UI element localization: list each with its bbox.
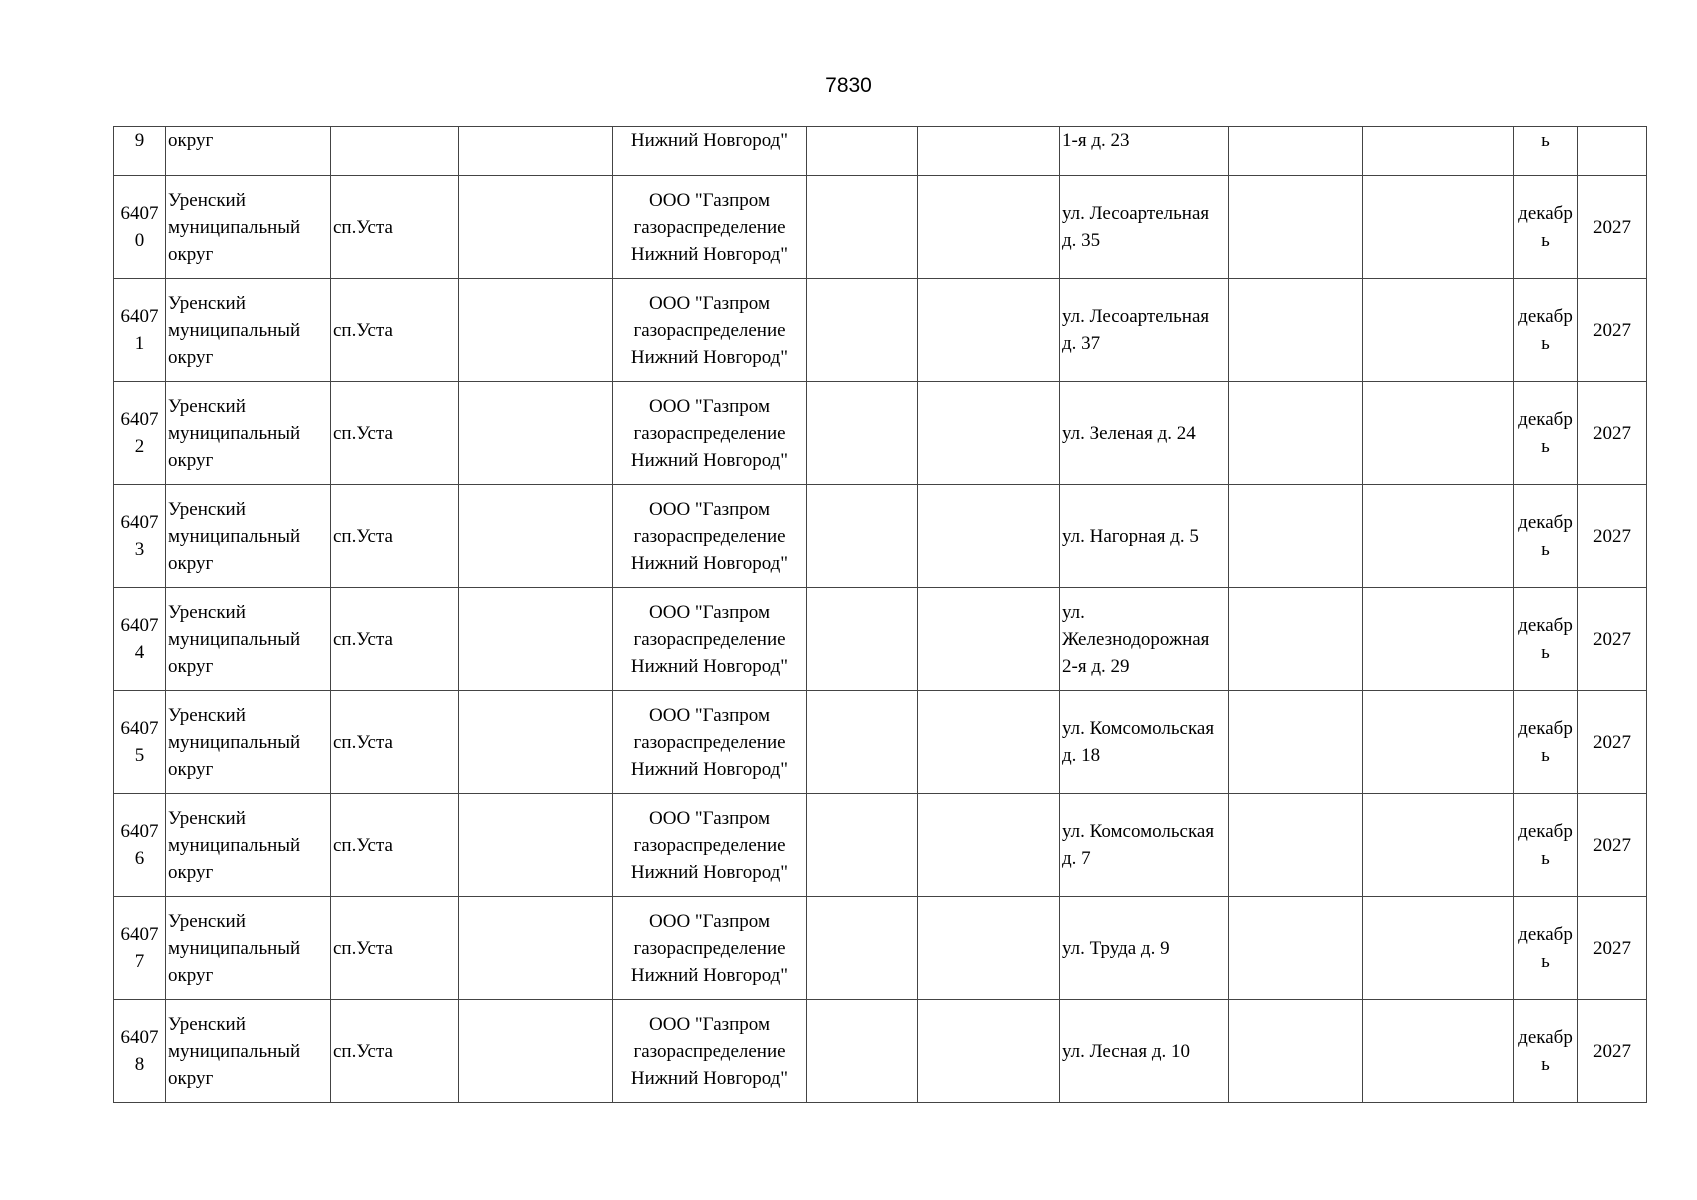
month-line-2: ь — [1541, 951, 1550, 972]
cell-month — [1514, 279, 1578, 382]
district-line-2: муниципальный — [168, 731, 301, 753]
district-line-3: округ — [168, 655, 214, 677]
org-line-3: Нижний Новгород" — [630, 964, 789, 986]
month-line-2: ь — [1541, 230, 1550, 251]
cell-empty — [459, 794, 613, 897]
address-line-3: 2-я д. 29 — [1062, 655, 1130, 677]
org-line-2: газораспределение — [633, 216, 786, 238]
cell-month: ь — [1514, 127, 1578, 176]
cell-empty — [918, 588, 1060, 691]
cell-settlement — [331, 127, 459, 176]
cell-empty — [1363, 279, 1514, 382]
cell-settlement: сп.Уста — [331, 1000, 459, 1103]
cell-year: 2027 — [1578, 691, 1647, 794]
cell-organization — [613, 279, 807, 382]
cell-empty — [1363, 794, 1514, 897]
cell-address — [1060, 691, 1229, 794]
cell-address — [1060, 382, 1229, 485]
org-line-1: ООО "Газпром — [649, 189, 770, 211]
cell-settlement: сп.Уста — [331, 897, 459, 1000]
address-line-2: Железнодорожная — [1062, 628, 1210, 650]
cell-empty — [459, 1000, 613, 1103]
cell-settlement: сп.Уста — [331, 485, 459, 588]
number-part-1: 6407 — [120, 718, 159, 739]
cell-month — [1514, 897, 1578, 1000]
cell-month — [1514, 588, 1578, 691]
district-line-2: муниципальный — [168, 525, 301, 547]
cell-year: 2027 — [1578, 897, 1647, 1000]
org-line-1: ООО "Газпром — [649, 498, 770, 520]
district-line-1: Уренский — [168, 704, 246, 726]
cell-district — [166, 897, 331, 1000]
cell-empty — [807, 897, 918, 1000]
cell-empty — [459, 127, 613, 176]
cell-year: 2027 — [1578, 588, 1647, 691]
district-line-1: Уренский — [168, 292, 246, 314]
cell-district — [166, 279, 331, 382]
cell-district — [166, 691, 331, 794]
month-line-2: ь — [1541, 1054, 1550, 1075]
month-line-2: ь — [1541, 745, 1550, 766]
org-line-3: Нижний Новгород" — [630, 243, 789, 265]
cell-empty — [807, 127, 918, 176]
org-line-2: газораспределение — [633, 319, 786, 341]
district-line-1: Уренский — [168, 910, 246, 932]
district-line-3: округ — [168, 243, 214, 265]
org-line-1: ООО "Газпром — [649, 1013, 770, 1035]
cell-empty — [459, 382, 613, 485]
number-part-1: 6407 — [120, 1027, 159, 1048]
address-line-1: ул. Лесная д. 10 — [1062, 1040, 1190, 1062]
month-line-1: декабр — [1518, 615, 1573, 636]
cell-district — [166, 794, 331, 897]
district-line-2: муниципальный — [168, 422, 301, 444]
number-part-1: 6407 — [120, 512, 159, 533]
org-line-1: ООО "Газпром — [649, 910, 770, 932]
cell-address: 1-я д. 23 — [1060, 127, 1229, 176]
cell-district — [166, 382, 331, 485]
org-line-3: Нижний Новгород" — [630, 758, 789, 780]
month-line-2: ь — [1541, 436, 1550, 457]
cell-empty — [1363, 127, 1514, 176]
cell-empty — [459, 485, 613, 588]
number-part-2: 3 — [134, 539, 145, 560]
table-row — [114, 176, 1647, 279]
cell-number — [114, 1000, 166, 1103]
cell-empty — [1229, 176, 1363, 279]
number-part-1: 6407 — [120, 615, 159, 636]
district-line-3: округ — [168, 552, 214, 574]
cell-address — [1060, 897, 1229, 1000]
org-line-2: газораспределение — [633, 937, 786, 959]
cell-empty — [807, 279, 918, 382]
address-line-1: ул. Труда д. 9 — [1062, 937, 1170, 959]
number-part-2: 0 — [134, 230, 145, 251]
cell-address — [1060, 485, 1229, 588]
cell-empty — [807, 691, 918, 794]
cell-empty — [1229, 897, 1363, 1000]
org-line-2: газораспределение — [633, 731, 786, 753]
org-line-2: газораспределение — [633, 834, 786, 856]
cell-month — [1514, 382, 1578, 485]
cell-address — [1060, 588, 1229, 691]
cell-number — [114, 691, 166, 794]
cell-month — [1514, 485, 1578, 588]
month-line-1: декабр — [1518, 924, 1573, 945]
cell-empty — [807, 794, 918, 897]
org-line-2: газораспределение — [633, 628, 786, 650]
address-line-1: ул. Нагорная д. 5 — [1062, 525, 1199, 547]
district-line-2: муниципальный — [168, 1040, 301, 1062]
table-row — [114, 485, 1647, 588]
cell-number — [114, 382, 166, 485]
cell-empty — [1363, 382, 1514, 485]
org-line-3: Нижний Новгород" — [630, 1067, 789, 1089]
cell-settlement: сп.Уста — [331, 588, 459, 691]
cell-address — [1060, 176, 1229, 279]
cell-settlement: сп.Уста — [331, 691, 459, 794]
org-line-1: ООО "Газпром — [649, 807, 770, 829]
cell-empty — [918, 794, 1060, 897]
cell-address — [1060, 279, 1229, 382]
cell-organization — [613, 382, 807, 485]
cell-settlement: сп.Уста — [331, 176, 459, 279]
cell-empty — [1363, 176, 1514, 279]
cell-number — [114, 588, 166, 691]
district-line-1: Уренский — [168, 395, 246, 417]
district-line-3: округ — [168, 1067, 214, 1089]
month-line-2: ь — [1541, 539, 1550, 560]
number-part-1: 6407 — [120, 821, 159, 842]
cell-empty — [459, 691, 613, 794]
cell-number — [114, 485, 166, 588]
cell-empty — [1229, 485, 1363, 588]
number-part-1: 6407 — [120, 203, 159, 224]
cell-empty — [918, 1000, 1060, 1103]
month-line-1: декабр — [1518, 1027, 1573, 1048]
cell-year: 2027 — [1578, 176, 1647, 279]
cell-address — [1060, 794, 1229, 897]
district-line-1: Уренский — [168, 601, 246, 623]
cell-empty — [1229, 691, 1363, 794]
number-part-2: 5 — [134, 745, 145, 766]
month-line-1: декабр — [1518, 203, 1573, 224]
org-line-3: Нижний Новгород" — [630, 861, 789, 883]
month-line-1: декабр — [1518, 718, 1573, 739]
table-row — [114, 691, 1647, 794]
cell-organization — [613, 485, 807, 588]
org-line-3: Нижний Новгород" — [630, 449, 789, 471]
district-line-1: Уренский — [168, 498, 246, 520]
address-line-1: ул. Лесоартельная — [1062, 203, 1210, 224]
cell-empty — [918, 485, 1060, 588]
cell-month — [1514, 1000, 1578, 1103]
address-line-2: д. 37 — [1062, 333, 1101, 354]
cell-settlement: сп.Уста — [331, 279, 459, 382]
cell-empty — [1363, 1000, 1514, 1103]
cell-year: 2027 — [1578, 382, 1647, 485]
month-line-1: декабр — [1518, 512, 1573, 533]
cell-empty — [1363, 485, 1514, 588]
table-row-continued — [114, 127, 1647, 176]
table-row — [114, 382, 1647, 485]
number-part-2: 6 — [134, 848, 145, 869]
cell-district — [166, 485, 331, 588]
cell-organization: Нижний Новгород" — [613, 127, 807, 176]
district-line-2: муниципальный — [168, 628, 301, 650]
org-line-2: газораспределение — [633, 1040, 786, 1062]
number-part-1: 6407 — [120, 409, 159, 430]
cell-empty — [807, 588, 918, 691]
address-line-1: ул. — [1062, 601, 1085, 623]
cell-empty — [1229, 588, 1363, 691]
district-line-2: муниципальный — [168, 834, 301, 856]
cell-empty — [459, 279, 613, 382]
cell-month — [1514, 794, 1578, 897]
cell-empty — [918, 691, 1060, 794]
district-line-2: муниципальный — [168, 216, 301, 238]
cell-empty — [1229, 1000, 1363, 1103]
district-line-1: Уренский — [168, 807, 246, 829]
cell-district: округ — [166, 127, 331, 176]
cell-year: 2027 — [1578, 279, 1647, 382]
month-line-2: ь — [1541, 333, 1550, 354]
cell-empty — [807, 176, 918, 279]
cell-empty — [459, 897, 613, 1000]
cell-empty — [1229, 279, 1363, 382]
org-line-3: Нижний Новгород" — [630, 552, 789, 574]
table-row — [114, 1000, 1647, 1103]
org-line-3: Нижний Новгород" — [630, 655, 789, 677]
district-line-1: Уренский — [168, 189, 246, 211]
cell-empty — [918, 127, 1060, 176]
cell-number: 9 — [114, 127, 166, 176]
month-line-2: ь — [1541, 642, 1550, 663]
cell-empty — [807, 485, 918, 588]
cell-empty — [459, 176, 613, 279]
cell-empty — [918, 176, 1060, 279]
month-line-1: декабр — [1518, 409, 1573, 430]
cell-month — [1514, 176, 1578, 279]
cell-month — [1514, 691, 1578, 794]
cell-organization — [613, 691, 807, 794]
table-row — [114, 794, 1647, 897]
month-line-1: декабр — [1518, 306, 1573, 327]
cell-district — [166, 1000, 331, 1103]
cell-organization — [613, 794, 807, 897]
number-part-2: 2 — [134, 436, 145, 457]
address-line-2: д. 7 — [1062, 848, 1091, 869]
cell-settlement: сп.Уста — [331, 382, 459, 485]
org-line-1: ООО "Газпром — [649, 292, 770, 314]
org-line-1: ООО "Газпром — [649, 601, 770, 623]
org-line-2: газораспределение — [633, 525, 786, 547]
org-line-3: Нижний Новгород" — [630, 346, 789, 368]
district-line-2: муниципальный — [168, 319, 301, 341]
page-number: 7830 — [825, 74, 872, 97]
cell-empty — [1229, 794, 1363, 897]
district-line-3: округ — [168, 758, 214, 780]
address-line-1: ул. Комсомольская — [1062, 718, 1215, 739]
cell-organization — [613, 1000, 807, 1103]
cell-district — [166, 176, 331, 279]
cell-empty — [918, 382, 1060, 485]
district-line-3: округ — [168, 861, 214, 883]
cell-year: 2027 — [1578, 485, 1647, 588]
address-line-2: д. 35 — [1062, 230, 1101, 251]
cell-settlement: сп.Уста — [331, 794, 459, 897]
number-part-2: 7 — [134, 951, 145, 972]
cell-number — [114, 794, 166, 897]
cell-organization — [613, 588, 807, 691]
cell-year: 2027 — [1578, 794, 1647, 897]
table-row — [114, 279, 1647, 382]
org-line-1: ООО "Газпром — [649, 395, 770, 417]
address-line-1: ул. Комсомольская — [1062, 821, 1215, 842]
cell-empty — [1363, 897, 1514, 1000]
district-line-1: Уренский — [168, 1013, 246, 1035]
district-line-3: округ — [168, 449, 214, 471]
cell-empty — [459, 588, 613, 691]
cell-organization — [613, 897, 807, 1000]
org-line-2: газораспределение — [633, 422, 786, 444]
number-part-2: 4 — [134, 642, 145, 663]
number-part-2: 8 — [134, 1054, 145, 1075]
cell-number — [114, 279, 166, 382]
cell-empty — [1229, 382, 1363, 485]
cell-number — [114, 897, 166, 1000]
number-part-1: 6407 — [120, 306, 159, 327]
cell-number — [114, 176, 166, 279]
district-line-3: округ — [168, 346, 214, 368]
cell-empty — [807, 1000, 918, 1103]
document-table — [113, 126, 1647, 1103]
month-line-1: декабр — [1518, 821, 1573, 842]
table-row — [114, 588, 1647, 691]
cell-empty — [918, 897, 1060, 1000]
cell-empty — [1363, 588, 1514, 691]
org-line-1: ООО "Газпром — [649, 704, 770, 726]
table-row — [114, 897, 1647, 1000]
cell-district — [166, 588, 331, 691]
number-part-1: 6407 — [120, 924, 159, 945]
cell-year — [1578, 127, 1647, 176]
number-part-2: 1 — [134, 333, 145, 354]
cell-year: 2027 — [1578, 1000, 1647, 1103]
address-line-2: д. 18 — [1062, 745, 1101, 766]
cell-empty — [1363, 691, 1514, 794]
cell-empty — [1229, 127, 1363, 176]
cell-empty — [918, 279, 1060, 382]
month-line-2: ь — [1541, 848, 1550, 869]
district-line-3: округ — [168, 964, 214, 986]
address-line-1: ул. Лесоартельная — [1062, 306, 1210, 327]
district-line-2: муниципальный — [168, 937, 301, 959]
cell-empty — [807, 382, 918, 485]
cell-address — [1060, 1000, 1229, 1103]
cell-organization — [613, 176, 807, 279]
address-line-1: ул. Зеленая д. 24 — [1062, 422, 1196, 444]
